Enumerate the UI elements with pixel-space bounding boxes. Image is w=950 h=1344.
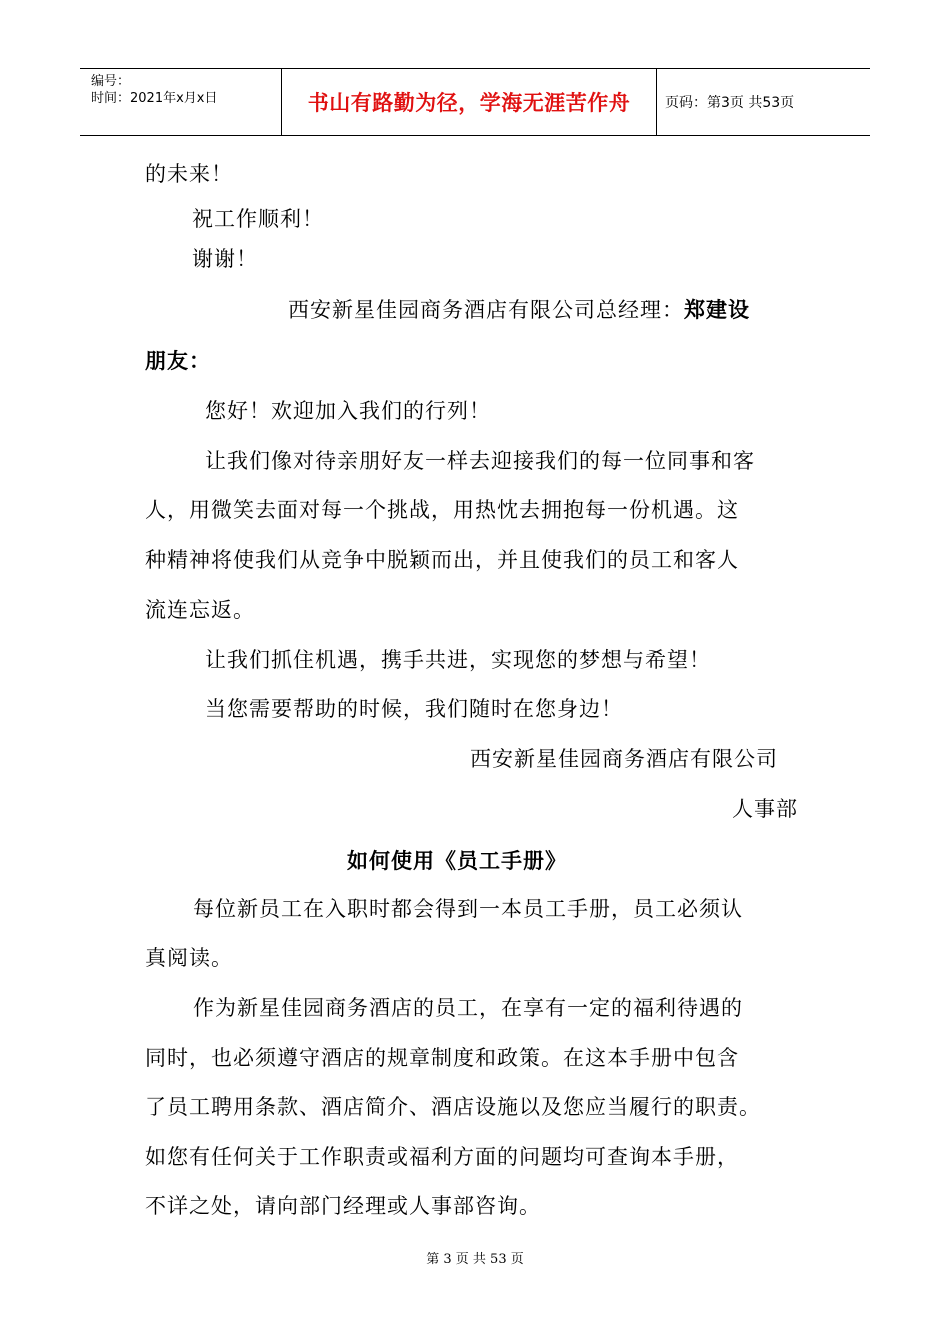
section-para2-line: 不详之处，请向部门经理或人事部咨询。: [145, 1194, 541, 1218]
letter1-wish: 祝工作顺利！: [192, 207, 324, 231]
letter2-para-line: 流连忘返。: [145, 598, 255, 622]
page-footer: 第 3 页 共 53 页: [426, 1252, 524, 1267]
header-page-code: 页码：第3页 共53页: [665, 95, 795, 111]
letter1-signature: [288, 294, 750, 324]
letter1-closing-line: 的未来！: [145, 162, 233, 186]
letter2-greeting: 您好！欢迎加入我们的行列！: [205, 399, 491, 423]
section-para1-line: 真阅读。: [145, 946, 233, 970]
letter2-sign-dept: 人事部: [732, 797, 798, 821]
letter2-seize-line: 让我们抓住机遇，携手共进，实现您的梦想与希望！: [205, 648, 711, 672]
document-number-label: 编号：: [91, 74, 131, 89]
section-para2-line: 如您有任何关于工作职责或福利方面的问题均可查询本手册，: [145, 1145, 739, 1169]
section-title: 如何使用《员工手册》: [347, 848, 567, 873]
header-motto: 书山有路勤为径，学海无涯苦作舟: [282, 69, 657, 135]
letter1-thanks: 谢谢！: [192, 247, 258, 271]
page-header: [80, 68, 870, 136]
signature-name: 郑建设: [684, 297, 750, 322]
letter2-help-line: 当您需要帮助的时候，我们随时在您身边！: [205, 697, 623, 721]
section-para2-line: 作为新星佳园商务酒店的员工，在享有一定的福利待遇的: [193, 996, 743, 1020]
letter2-salutation: 朋友：: [145, 348, 211, 373]
header-meta: [80, 69, 282, 135]
letter2-para-line: 种精神将使我们从竞争中脱颖而出，并且使我们的员工和客人: [145, 548, 739, 572]
section-para2-line: 同时，也必须遵守酒店的规章制度和政策。在这本手册中包含: [145, 1046, 739, 1070]
signature-title: 西安新星佳园商务酒店有限公司总经理：: [288, 298, 684, 322]
section-para2-line: 了员工聘用条款、酒店简介、酒店设施以及您应当履行的职责。: [145, 1095, 761, 1119]
letter2-sign-company: 西安新星佳园商务酒店有限公司: [470, 747, 778, 771]
letter2-para-line: 让我们像对待亲朋好友一样去迎接我们的每一位同事和客: [205, 449, 755, 473]
section-para1-line: 每位新员工在入职时都会得到一本员工手册，员工必须认: [193, 897, 743, 921]
letter2-para-line: 人，用微笑去面对每一个挑战，用热忱去拥抱每一份机遇。这: [145, 498, 739, 522]
document-date: 时间：2021年x月x日: [91, 91, 218, 106]
